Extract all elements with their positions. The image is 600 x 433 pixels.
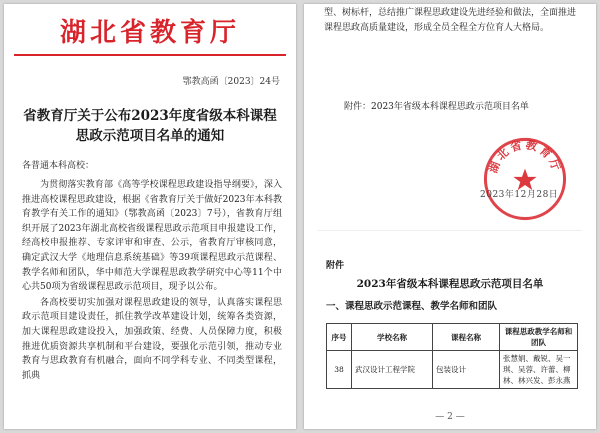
row-school: 武汉设计工程学院	[352, 351, 433, 389]
project-table	[326, 323, 578, 389]
annex-title: 2023年省级本科课程思政示范项目名单	[356, 278, 544, 290]
notice-title-line-1: 省教育厅关于公布2023年度省级本科课程	[23, 108, 277, 124]
table-header-course: 课程名称	[433, 324, 500, 351]
table-header-team: 课程思政教学名师和团队	[500, 324, 578, 351]
notice-title-line-2: 思政示范项目名单的通知	[75, 128, 225, 144]
official-seal-icon	[482, 136, 568, 222]
continuation-text: 型、树标杆，总结推广课程思政建设先进经验和做法，全面推进课程思政高质量建设，形成全员全程全方位育人大格局。	[324, 8, 577, 33]
sign-date: 2023年12月28日	[480, 190, 559, 200]
page-number: — 2 —	[435, 412, 465, 422]
page-divider	[318, 230, 582, 231]
page-left	[4, 4, 296, 429]
table-header-school: 学校名称	[352, 324, 433, 351]
table-header-row	[327, 324, 578, 351]
body-paragraph-1: 为贯彻落实教育部《高等学校课程思政建设指导纲要》，深入推进高校课程思政建设，根据《省教育厅关于做好2023年本科教育教学有关工作的通知》（鄂教高函〔2023〕7号），省教育厅组织开展了2023年湖北高校省级课程思政示范项目申报建设工作，经高校申报推荐、专家评审和审查、公示，省教育厅审核同意，确定武汉大学《地理信息系统基础》等39项课程思政示范课程、教学名师和团队，华中师范大学课程思政教学研究中心等11个中心共50项为省级课程思政示范项目，现予以公布。	[22, 180, 282, 293]
row-index: 38	[327, 351, 352, 389]
table-row	[327, 351, 578, 389]
attachment-reference: 附件：2023年省级本科课程思政示范项目名单	[344, 102, 529, 112]
notice-title	[4, 106, 296, 146]
document-header-org: 湖北省教育厅	[59, 18, 240, 48]
row-team: 张慧娟、戴锐、吴一琪、吴蓉、许蕾、柳林、林兴发、彭永燕	[500, 351, 578, 389]
section-heading: 一、课程思政示范课程、教学名师和团队	[326, 301, 498, 312]
row-course: 包装设计	[433, 351, 500, 389]
page-right	[304, 4, 596, 429]
document-number: 鄂教高函〔2023〕24号	[182, 77, 280, 87]
header-red-rule	[14, 54, 286, 56]
annex-label: 附件	[326, 261, 345, 271]
seal-text: 湖北省教育厅	[486, 138, 564, 175]
body-paragraph-2: 各高校要切实加强对课程思政建设的领导，认真落实课程思政示范项目建设责任，抓住教学改革建设计划，统筹各类资源，加大课程思政建设投入，加强政策、经费、人员保障力度，积极推进优质资源共享机制和平台建设，要强化示范引领，推动专业教育与思政教育有机融合，面向不同学科专业、不同类型课程，抓典	[22, 297, 282, 381]
salutation: 各普通本科高校：	[22, 161, 95, 171]
body-paragraphs	[22, 178, 282, 384]
table-header-index: 序号	[327, 324, 352, 351]
